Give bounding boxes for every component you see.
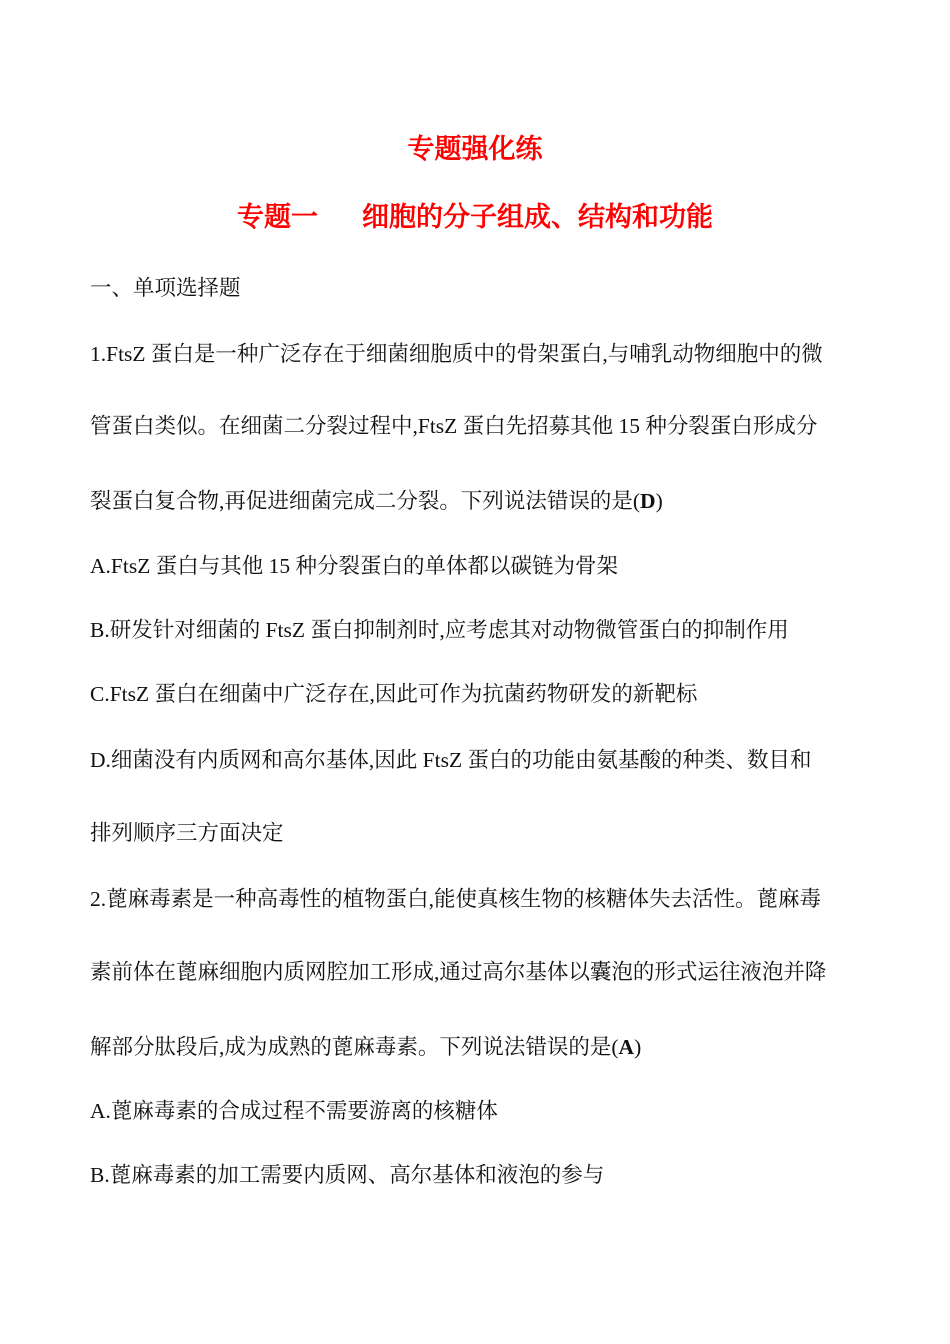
q1-option-d-line-2: 排列顺序三方面决定: [90, 821, 284, 845]
q1-stem-line-1: 1.FtsZ 蛋白是一种广泛存在于细菌细胞质中的骨架蛋白,与哺乳动物细胞中的微: [90, 342, 823, 366]
q2-stem-line-3: [90, 1032, 870, 1062]
q2-stem-line-2: 素前体在蓖麻细胞内质网腔加工形成,通过高尔基体以囊泡的形式运往液泡并降: [90, 960, 827, 984]
q1-option-c: C.FtsZ 蛋白在细菌中广泛存在,因此可作为抗菌药物研发的新靶标: [90, 682, 698, 706]
q1-answer: D: [640, 489, 656, 513]
q2-stem-line-3-text: 解部分肽段后,成为成熟的蓖麻毒素。下列说法错误的是(: [90, 1035, 619, 1059]
q1-option-a: A.FtsZ 蛋白与其他 15 种分裂蛋白的单体都以碳链为骨架: [90, 554, 618, 578]
q1-option-d-line-1: D.细菌没有内质网和高尔基体,因此 FtsZ 蛋白的功能由氨基酸的种类、数目和: [90, 748, 812, 772]
q2-stem-close: ): [634, 1035, 642, 1059]
q2-option-b: B.蓖麻毒素的加工需要内质网、高尔基体和液泡的参与: [90, 1163, 605, 1187]
sub-title: [0, 201, 950, 235]
section-heading: 一、单项选择题: [90, 276, 241, 300]
sub-title-topic: 细胞的分子组成、结构和功能: [362, 202, 713, 233]
q2-option-a: A.蓖麻毒素的合成过程不需要游离的核糖体: [90, 1099, 498, 1123]
q2-stem-line-1: 2.蓖麻毒素是一种高毒性的植物蛋白,能使真核生物的核糖体失去活性。蓖麻毒: [90, 887, 822, 911]
q1-stem-close: ): [655, 489, 663, 513]
q1-stem-line-3-text: 裂蛋白复合物,再促进细菌完成二分裂。下列说法错误的是(: [90, 489, 641, 513]
q1-stem-line-3: [90, 486, 870, 516]
main-title: 专题强化练: [407, 134, 543, 165]
q1-stem-line-2: 管蛋白类似。在细菌二分裂过程中,FtsZ 蛋白先招募其他 15 种分裂蛋白形成分: [90, 414, 818, 438]
q1-option-b: B.研发针对细菌的 FtsZ 蛋白抑制剂时,应考虑其对动物微管蛋白的抑制作用: [90, 618, 789, 642]
q2-answer: A: [618, 1035, 635, 1059]
sub-title-prefix: 专题一: [237, 202, 318, 233]
